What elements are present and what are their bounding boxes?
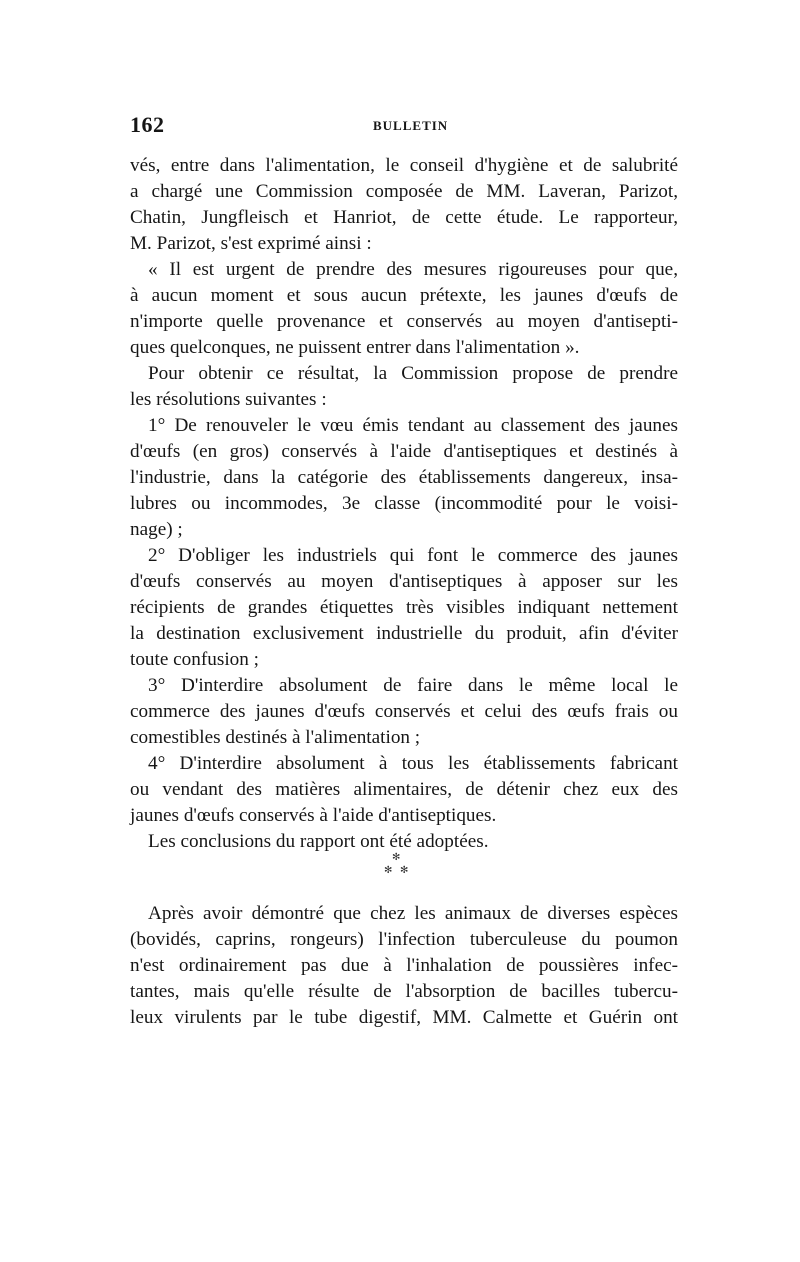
text-line: n'est ordinairement pas due à l'inhalation de poussières infec- (130, 955, 678, 976)
text-line: toute confusion ; (130, 649, 259, 670)
text-line: les résolutions suivantes : (130, 389, 327, 410)
asterism-separator (370, 852, 430, 888)
text-line: M. Parizot, s'est exprimé ainsi : (130, 233, 372, 254)
text-line: lubres ou incommodes, 3e classe (incommodité pour le voisi- (130, 493, 678, 514)
text-line: comestibles destinés à l'alimentation ; (130, 727, 421, 748)
asterisk-icon: ✻ (400, 865, 409, 876)
text-line: commerce des jaunes d'œufs conservés et celui des œufs frais ou (130, 701, 678, 722)
text-line: vés, entre dans l'alimentation, le conseil d'hygiène et de salubrité (130, 155, 678, 176)
asterisk-icon: ✻ (384, 865, 393, 876)
text-line: nage) ; (130, 519, 183, 540)
text-line: récipients de grandes étiquettes très visibles indiquant nettement (130, 597, 678, 618)
running-title: BULLETIN (373, 118, 449, 133)
text-line: la destination exclusivement industrielle du produit, afin d'éviter (130, 623, 678, 644)
text-line: jaunes d'œufs conservés à l'aide d'antiseptiques. (130, 805, 497, 826)
text-line: leux virulents par le tube digestif, MM. Calmette et Guérin ont (130, 1007, 678, 1028)
text-line: (bovidés, caprins, rongeurs) l'infection tuberculeuse du poumon (130, 929, 678, 950)
text-line: l'industrie, dans la catégorie des établissements dangereux, insa- (130, 467, 678, 488)
text-line: ques quelconques, ne puissent entrer dans l'alimentation ». (130, 337, 580, 358)
text-line: 2° D'obliger les industriels qui font le commerce des jaunes (148, 545, 678, 566)
page-header (130, 112, 678, 142)
asterisk-icon: ✻ (392, 852, 401, 863)
text-line: Pour obtenir ce résultat, la Commission propose de prendre (148, 363, 678, 384)
text-line: 3° D'interdire absolument de faire dans le même local le (148, 675, 678, 696)
text-line: n'importe quelle provenance et conservés au moyen d'antisepti- (130, 311, 678, 332)
text-line: « Il est urgent de prendre des mesures rigoureuses pour que, (148, 259, 678, 280)
page-number: 162 (130, 112, 165, 137)
text-line: Après avoir démontré que chez les animaux de diverses espèces (148, 903, 678, 924)
text-line: à aucun moment et sous aucun prétexte, les jaunes d'œufs de (130, 285, 678, 306)
text-line: d'œufs (en gros) conservés à l'aide d'antiseptiques et destinés à (130, 441, 678, 462)
text-line: Les conclusions du rapport ont été adoptées. (148, 831, 489, 852)
text-line: 1° De renouveler le vœu émis tendant au classement des jaunes (148, 415, 678, 436)
text-line: a chargé une Commission composée de MM. Laveran, Parizot, (130, 181, 678, 202)
text-line: ou vendant des matières alimentaires, de détenir chez eux des (130, 779, 678, 800)
text-line: tantes, mais qu'elle résulte de l'absorption de bacilles tubercu- (130, 981, 678, 1002)
text-line: d'œufs conservés au moyen d'antiseptiques à apposer sur les (130, 571, 678, 592)
text-line: Chatin, Jungfleisch et Hanriot, de cette étude. Le rapporteur, (130, 207, 678, 228)
text-line: 4° D'interdire absolument à tous les établissements fabricant (148, 753, 678, 774)
